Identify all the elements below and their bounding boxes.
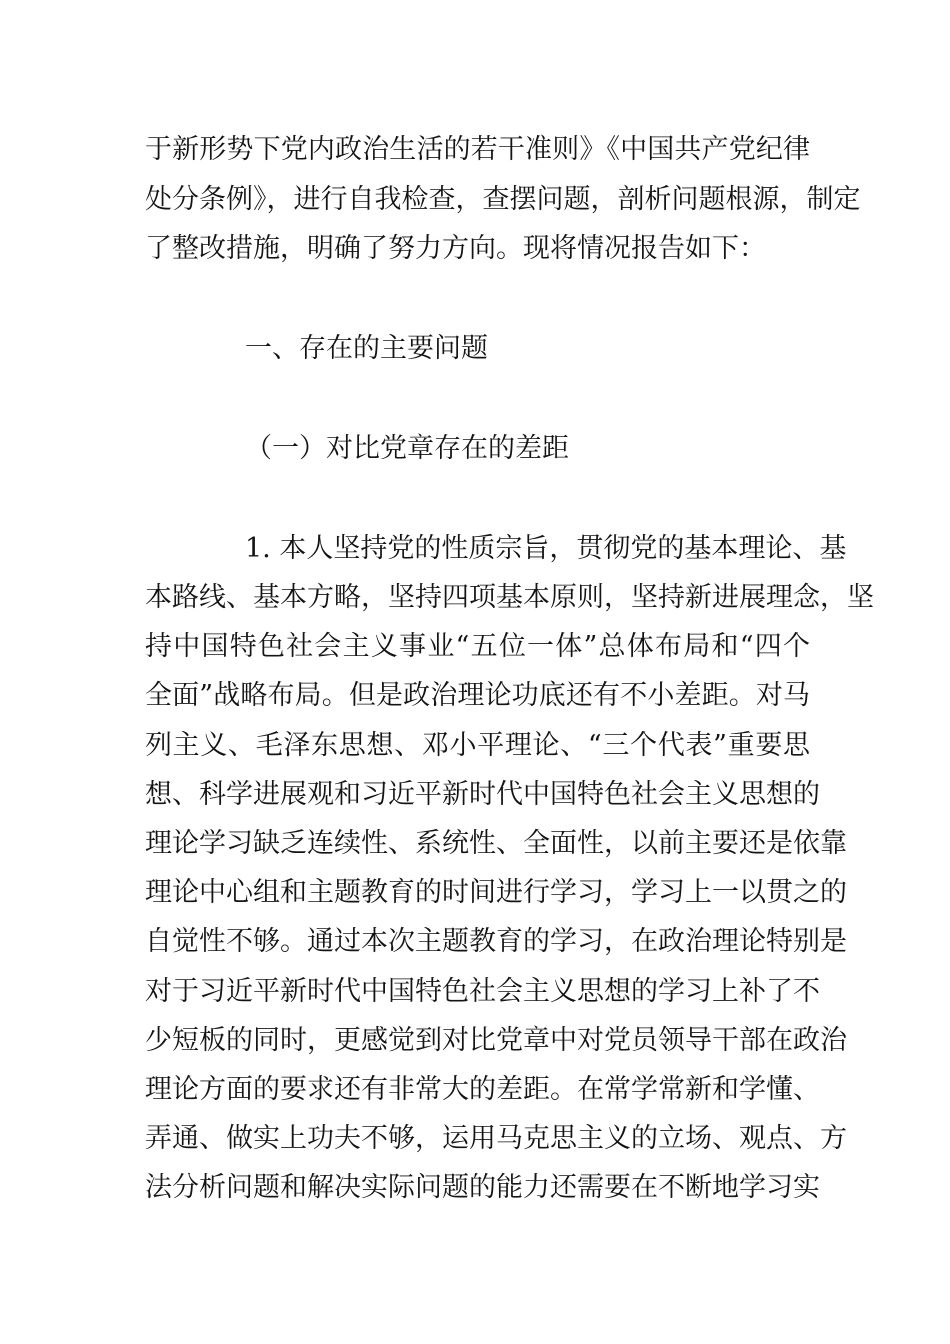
paragraph-line-7: 理论学习缺乏连续性、系统性、全面性，以前主要还是依靠 bbox=[145, 828, 847, 859]
paragraph-line-9: 自觉性不够。通过本次主题教育的学习，在政治理论特别是 bbox=[145, 926, 847, 957]
intro-line-2: 处分条例》，进行自我检查，查摆问题，剖析问题根源，制定 bbox=[145, 184, 861, 215]
paragraph-line-14: 法分析问题和解决实际问题的能力还需要在不断地学习实 bbox=[145, 1172, 820, 1203]
paragraph-line-3: 持中国特色社会主义事业“五位一体”总体布局和“四个 bbox=[145, 631, 810, 662]
paragraph-line-8: 理论中心组和主题教育的时间进行学习，学习上一以贯之的 bbox=[145, 877, 847, 908]
subsection-heading: （一）对比党章存在的差距 bbox=[245, 433, 569, 464]
paragraph-line-4: 全面”战略布局。但是政治理论功底还有不小差距。对马 bbox=[145, 680, 810, 711]
paragraph-line-10: 对于习近平新时代中国特色社会主义思想的学习上补了不 bbox=[145, 976, 820, 1007]
intro-line-1: 于新形势下党内政治生活的若干准则》《中国共产党纪律 bbox=[145, 134, 810, 165]
paragraph-line-13: 弄通、做实上功夫不够，运用马克思主义的立场、观点、方 bbox=[145, 1123, 847, 1154]
paragraph-line-5: 列主义、毛泽东思想、邓小平理论、“三个代表”重要思 bbox=[145, 730, 810, 761]
paragraph-line-1: 1. 本人坚持党的性质宗旨，贯彻党的基本理论、基 bbox=[245, 533, 847, 564]
intro-line-3: 了整改措施，明确了努力方向。现将情况报告如下： bbox=[145, 233, 766, 264]
paragraph-line-6: 想、科学进展观和习近平新时代中国特色社会主义思想的 bbox=[145, 779, 820, 810]
paragraph-line-12: 理论方面的要求还有非常大的差距。在常学常新和学懂、 bbox=[145, 1074, 820, 1105]
paragraph-line-2: 本路线、基本方略，坚持四项基本原则，坚持新进展理念，坚 bbox=[145, 582, 874, 613]
paragraph-line-11: 少短板的同时，更感觉到对比党章中对党员领导干部在政治 bbox=[145, 1025, 847, 1056]
section-heading: 一、存在的主要问题 bbox=[245, 333, 488, 364]
